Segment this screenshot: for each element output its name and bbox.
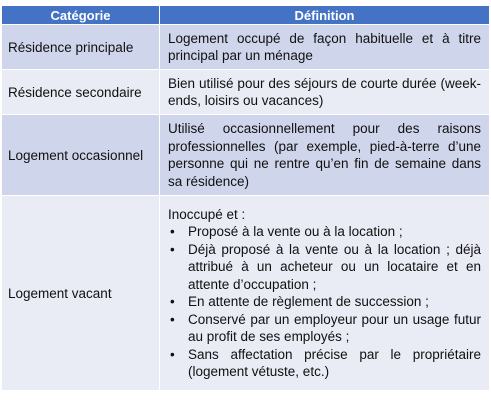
- table-row: [2, 70, 490, 115]
- definition-cell: Bien utilisé pour des séjours de courte durée (week-ends, loisirs ou vacances): [160, 70, 490, 115]
- category-cell: Résidence principale: [2, 25, 160, 70]
- list-item-text: En attente de règlement de succession ;: [188, 294, 429, 309]
- category-cell: Logement vacant: [2, 196, 160, 391]
- list-item-text: Conservé par un employeur pour un usage futur au profit de ses employés ;: [188, 311, 481, 344]
- list-item-text: Sans affectation précise par le propriétaire (logement vétuste, etc.): [188, 346, 481, 379]
- header-category: Catégorie: [2, 6, 160, 25]
- list-item: [170, 346, 481, 381]
- definition-cell: Logement occupé de façon habituelle et à titre principal par un ménage: [160, 25, 490, 70]
- definition-intro: Inoccupé et :: [168, 206, 246, 222]
- list-item-text: Déjà proposé à la vente ou à la location ; déjà attribué à un acheteur ou un locataire et en attente d’occupation ;: [188, 241, 481, 292]
- category-cell: Résidence secondaire: [2, 70, 160, 115]
- list-item: [170, 241, 481, 294]
- list-item: [170, 223, 481, 241]
- header-definition: Définition: [160, 6, 490, 25]
- list-item: [170, 311, 481, 346]
- definition-cell: [160, 196, 490, 391]
- table-header-row: [2, 6, 490, 25]
- housing-category-table: [1, 5, 490, 391]
- bullet-icon: •: [170, 294, 175, 309]
- bullet-icon: •: [170, 311, 175, 327]
- list-item: [170, 293, 481, 311]
- bullet-icon: •: [170, 224, 175, 239]
- definition-cell: Utilisé occasionnellement pour des raisons professionnelles (par exemple, pied-à-terre d’une personne qui ne rentre qu’en fin de semaine dans sa résidence): [160, 115, 490, 196]
- table-row: [2, 196, 490, 391]
- category-cell: Logement occasionnel: [2, 115, 160, 196]
- list-item-text: Proposé à la vente ou à la location ;: [188, 224, 403, 239]
- bullet-icon: •: [170, 346, 175, 362]
- table-row: [2, 25, 490, 70]
- bullet-icon: •: [170, 241, 175, 257]
- definition-list: [168, 223, 481, 381]
- table-row: [2, 115, 490, 196]
